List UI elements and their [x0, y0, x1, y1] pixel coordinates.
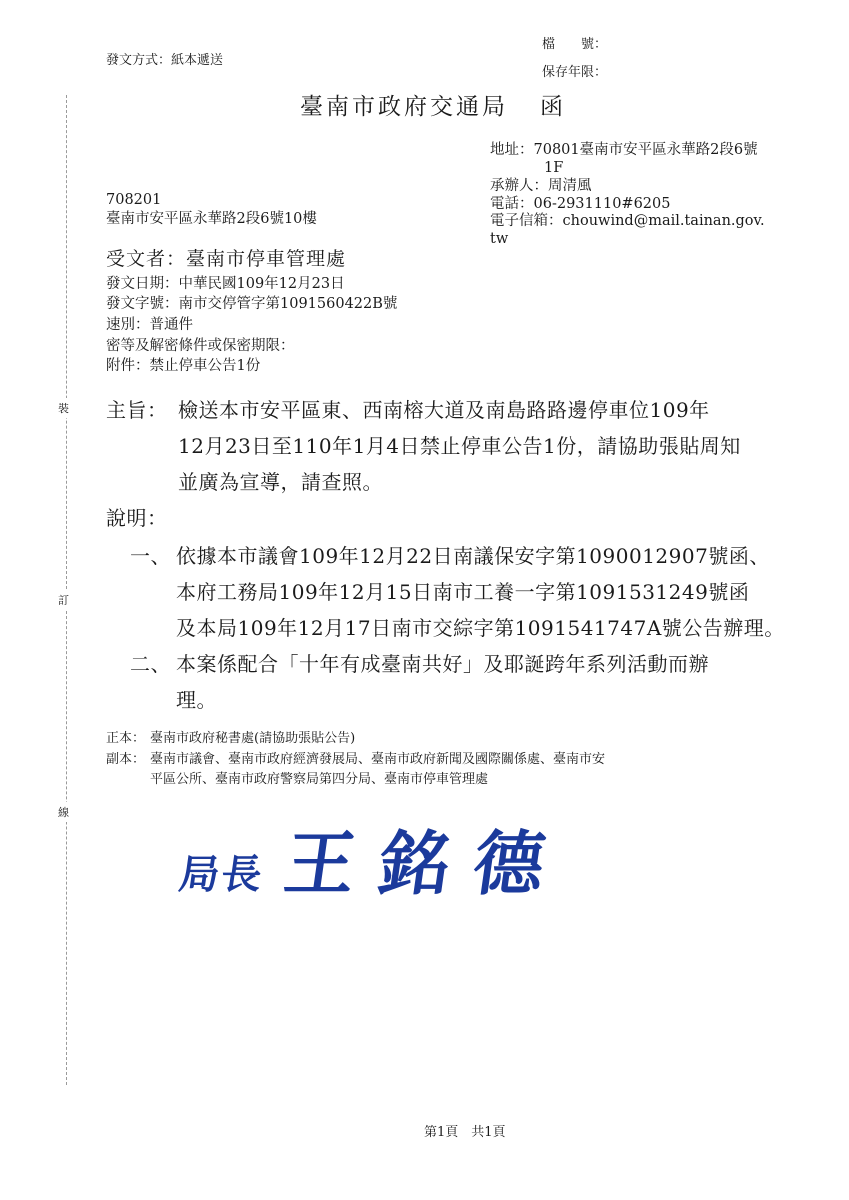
- contact-email-line1: 電子信箱：chouwind@mail.tainan.gov.: [490, 213, 765, 229]
- agency-name: 臺南市政府交通局: [300, 94, 508, 120]
- contact-phone: 電話：06-2931110#6205: [490, 196, 671, 212]
- original-recipient: 臺南市政府秘書處(請協助張貼公告): [150, 731, 356, 746]
- secrecy-level: 密等及解密條件或保密期限：: [106, 338, 295, 354]
- recipient: 受文者：臺南市停車管理處: [106, 248, 347, 270]
- binding-mark-ding: 訂: [58, 590, 69, 610]
- recipient-address: 臺南市安平區永華路2段6號10樓: [106, 211, 317, 227]
- subject-line-2: 12月23日至110年1月4日禁止停車公告1份，請協助張貼周知: [178, 434, 741, 458]
- explanation-item-1-line-2: 本府工務局109年12月15日南市工養一字第1091531249號函: [176, 580, 750, 604]
- contact-person: 承辦人：周清風: [490, 178, 592, 194]
- explanation-item-2-num: 二、: [130, 652, 171, 676]
- signature-title: 局長: [176, 851, 267, 898]
- subject-line-3: 並廣為宣導，請查照。: [178, 470, 383, 494]
- subject-line-1: 檢送本市安平區東、西南榕大道及南島路路邊停車位109年: [178, 398, 710, 422]
- page-title: [300, 88, 566, 121]
- page-number: 第1頁 共1頁: [424, 1125, 506, 1140]
- signature-name: 王 銘 德: [279, 822, 550, 905]
- doc-number: 發文字號：南市交停管字第1091560422B號: [106, 296, 398, 312]
- copy-recipients-line-1: 臺南市議會、臺南市政府經濟發展局、臺南市政府新聞及國際關係處、臺南市安: [150, 752, 606, 767]
- copy-recipients-line-2: 平區公所、臺南市政府警察局第四分局、臺南市停車管理處: [150, 772, 489, 787]
- recipient-postcode: 708201: [106, 192, 162, 208]
- speed-class: 速別：普通件: [106, 317, 193, 333]
- original-recipient-label: 正本：: [106, 731, 146, 746]
- explanation-item-1-line-3: 及本局109年12月17日南市交綜字第1091541747A號公告辦理。: [176, 616, 785, 640]
- doc-type: 函: [540, 94, 566, 120]
- sender-address-line2: 1F: [544, 160, 564, 176]
- delivery-method: 發文方式：紙本遞送: [106, 53, 224, 68]
- explanation-label: 說明：: [106, 506, 168, 530]
- explanation-item-1-num: 一、: [130, 544, 171, 568]
- explanation-item-1-line-1: 依據本市議會109年12月22日南議保安字第1090012907號函、: [176, 544, 770, 568]
- subject-label: 主旨：: [106, 398, 168, 422]
- binding-mark-zhuang: 裝: [58, 398, 69, 418]
- attachment: 附件：禁止停車公告1份: [106, 358, 261, 374]
- file-number-label: 檔 號：: [542, 37, 608, 52]
- director-signature-stamp: [176, 808, 550, 909]
- retention-label: 保存年限：: [542, 65, 608, 80]
- issue-date: 發文日期：中華民國109年12月23日: [106, 276, 345, 292]
- sender-address-line1: 地址：70801臺南市安平區永華路2段6號: [490, 142, 758, 158]
- explanation-item-2-line-1: 本案係配合「十年有成臺南共好」及耶誕跨年系列活動而辦: [176, 652, 709, 676]
- copy-recipient-label: 副本：: [106, 752, 146, 767]
- binding-mark-xian: 線: [58, 802, 69, 822]
- explanation-item-2-line-2: 理。: [176, 688, 217, 712]
- contact-email-line2: tw: [490, 231, 509, 247]
